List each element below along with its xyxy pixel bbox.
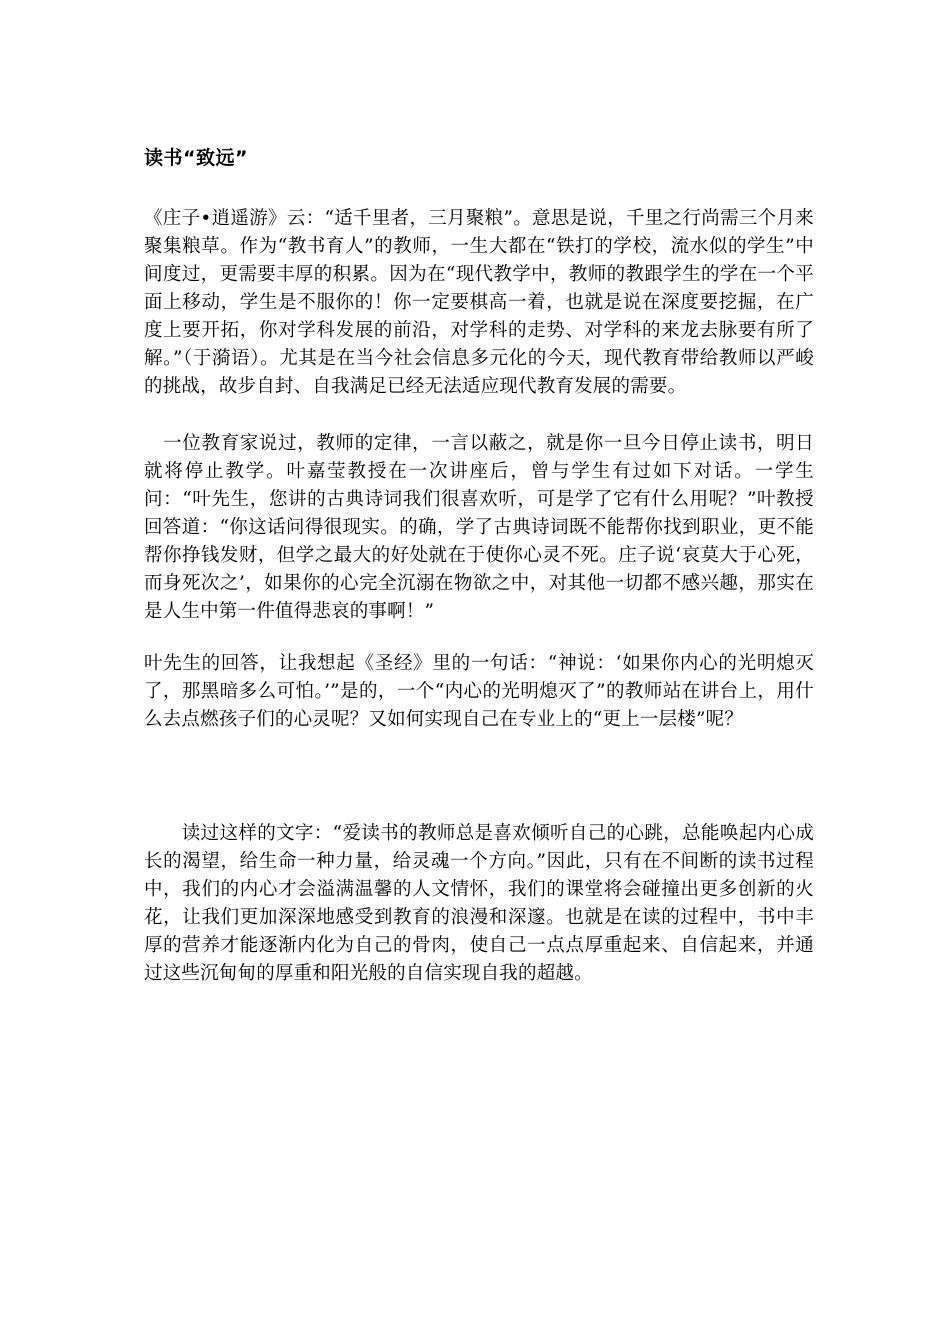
paragraph-1: 《庄子•逍遥游》云：“适千里者，三月聚粮”。意思是说，千里之行尚需三个月来聚集粮草。作为“教书育人”的教师，一生大都在“铁打的学校，流水似的学生”中间度过，更需要丰厚的积累。因为在“现代教学中，教师的教跟学生的学在一个平面上移动，学生是不服你的！你一定要棋高一着，也就是说在深度要挖掘，在广度上要开拓，你对学科发展的前沿，对学科的走势、对学科的来龙去脉要有所了解。”（于漪语）。尤其是在当今社会信息多元化的今天，现代教育带给教师以严峻的挑战，故步自封、自我满足已经无法适应现代教育发展的需要。 <box>144 208 814 397</box>
paragraph-4: 读过这样的文字：“爱读书的教师总是喜欢倾听自己的心跳，总能唤起内心成长的渴望，给生命一种力量，给灵魂一个方向。”因此，只有在不间断的读书过程中，我们的内心才会溢满温馨的人文情怀，我们的课堂将会碰撞出更多创新的火花，让我们更加深深地感受到教育的浪漫和深邃。也就是在读的过程中，书中丰厚的营养才能逐渐内化为自己的骨肉，使自己一点点厚重起来、自信起来，并通过这些沉甸甸的厚重和阳光般的自信实现自我的超越。 <box>144 823 814 984</box>
paragraph-2: 一位教育家说过，教师的定律，一言以蔽之，就是你一旦今日停止读书，明日就将停止教学。叶嘉莹教授在一次讲座后，曾与学生有过如下对话。一学生问：“叶先生，您讲的古典诗词我们很喜欢听，可是学了它有什么用呢？”叶教授回答道：“你这话问得很现实。的确，学了古典诗词既不能帮你找到职业，更不能帮你挣钱发财，但学之最大的好处就在于使你心灵不死。庄子说‘哀莫大于心死，而身死次之’，如果你的心完全沉溺在物欲之中，对其他一切都不感兴趣，那实在是人生中第一件值得悲哀的事啊！” <box>144 433 814 622</box>
paragraph-3: 叶先生的回答，让我想起《圣经》里的一句话：“神说：‘如果你内心的光明熄灭了，那黑暗多么可怕。’”是的，一个“内心的光明熄灭了”的教师站在讲台上，用什么去点燃孩子们的心灵呢？又如何实现自己在专业上的“更上一层楼”呢？ <box>144 653 814 730</box>
document-title: 读书“致远” <box>144 147 248 169</box>
